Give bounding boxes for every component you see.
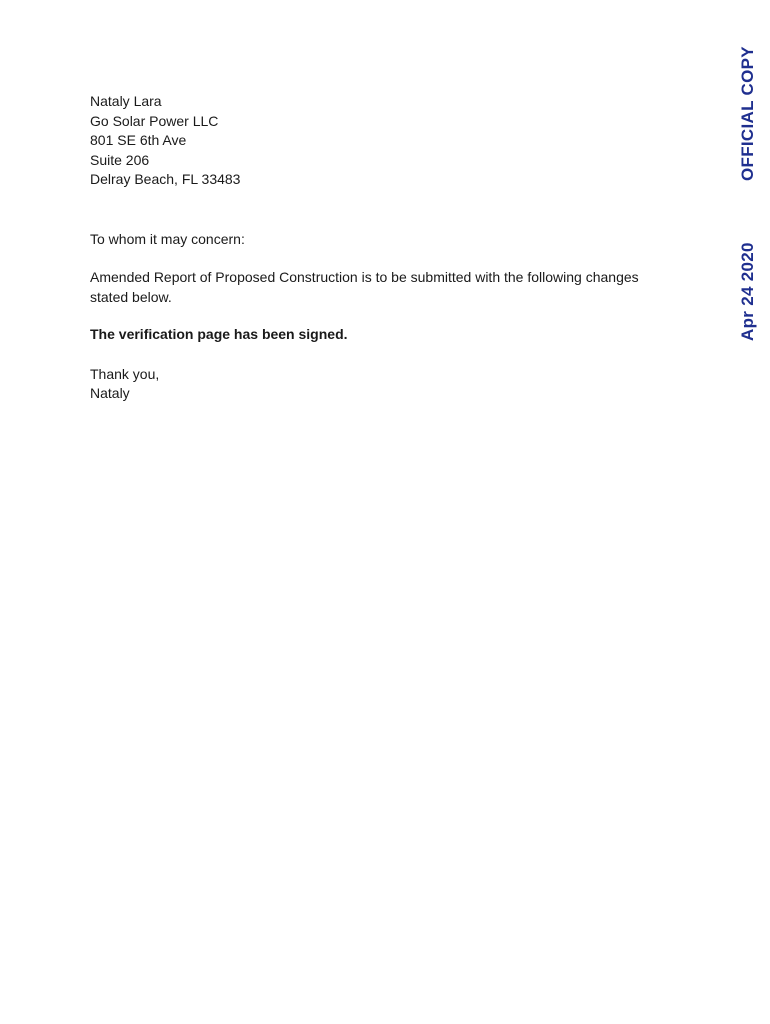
closing-block bbox=[90, 365, 690, 404]
signature-name: Nataly bbox=[90, 385, 130, 401]
sender-street: 801 SE 6th Ave bbox=[90, 132, 187, 148]
bold-statement: The verification page has been signed. bbox=[90, 326, 348, 342]
sender-name: Nataly Lara bbox=[90, 93, 162, 109]
sender-suite: Suite 206 bbox=[90, 151, 150, 168]
sender-company: Go Solar Power LLC bbox=[90, 112, 219, 129]
letter-body bbox=[90, 92, 690, 404]
body-paragraph: Amended Report of Proposed Construction is to be submitted with the following changes stated below. bbox=[90, 269, 639, 305]
stamp-date: Apr 24 2020 bbox=[738, 242, 757, 341]
sender-city-state-zip: Delray Beach, FL 33483 bbox=[90, 171, 241, 187]
closing-text: Thank you, bbox=[90, 365, 160, 382]
official-copy-stamp: OFFICIAL COPY bbox=[738, 46, 757, 181]
salutation: To whom it may concern: bbox=[90, 230, 245, 247]
sender-address bbox=[90, 92, 690, 190]
